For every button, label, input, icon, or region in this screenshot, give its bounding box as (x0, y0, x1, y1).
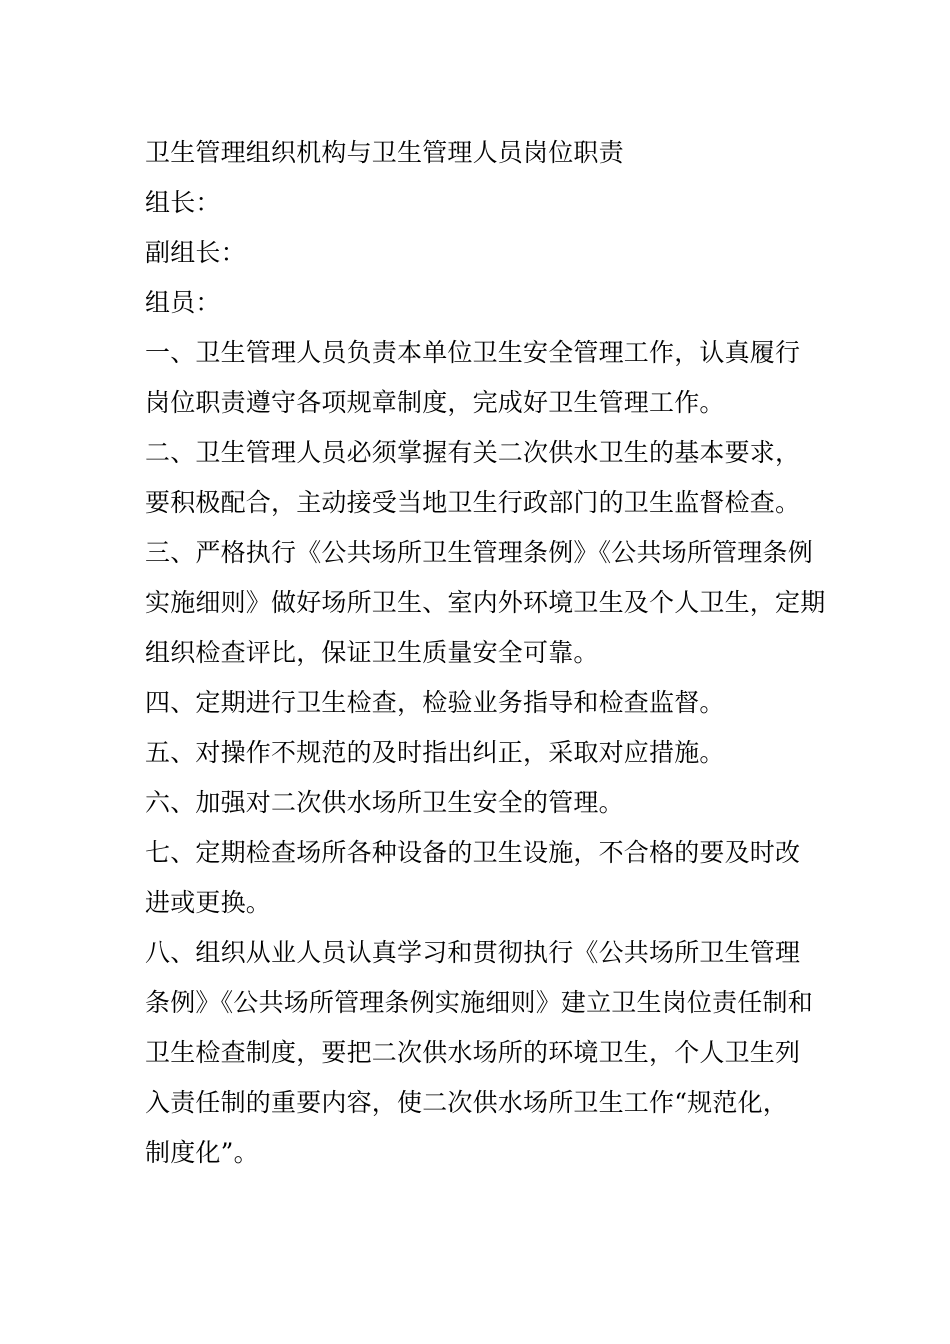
duty-item-line: 条例》《公共场所管理条例实施细则》建立卫生岗位责任制和 (145, 988, 813, 1017)
duty-item-line: 八、组织从业人员认真学习和贯彻执行《公共场所卫生管理 (145, 938, 801, 967)
duty-item-1 (145, 328, 810, 428)
deputy-leader-label: 副组长： (145, 238, 246, 267)
duty-item-line: 三、严格执行《公共场所卫生管理条例》《公共场所管理条例 (145, 538, 813, 567)
duty-item-line: 进或更换。 (145, 888, 272, 917)
duty-item-4 (145, 678, 810, 728)
duty-item-3 (145, 528, 826, 678)
duty-item-8 (145, 928, 813, 1178)
document-body (145, 128, 826, 1178)
duty-item-line: 要积极配合，主动接受当地卫生行政部门的卫生监督检查。 (145, 488, 801, 517)
duty-item-line: 入责任制的重要内容，使二次供水场所卫生工作“规范化， (145, 1088, 788, 1117)
duty-item-line: 实施细则》做好场所卫生、室内外环境卫生及个人卫生，定期 (145, 588, 826, 617)
duty-item-line: 岗位职责遵守各项规章制度，完成好卫生管理工作。 (145, 388, 725, 417)
duty-item-line: 制度化”。 (145, 1138, 259, 1167)
duty-item-line: 卫生检查制度，要把二次供水场所的环境卫生，个人卫生列 (145, 1038, 801, 1067)
document-title: 卫生管理组织机构与卫生管理人员岗位职责 (145, 138, 624, 167)
duty-item-line: 组织检查评比，保证卫生质量安全可靠。 (145, 638, 599, 667)
duty-item-line: 五、对操作不规范的及时指出纠正，采取对应措施。 (145, 738, 725, 767)
duty-item-2 (145, 428, 810, 528)
duty-item-5 (145, 728, 810, 778)
duty-item-7 (145, 828, 810, 928)
duty-item-line: 四、定期进行卫生检查，检验业务指导和检查监督。 (145, 688, 725, 717)
duty-item-line: 一、卫生管理人员负责本单位卫生安全管理工作，认真履行 (145, 338, 801, 367)
duty-item-line: 二、卫生管理人员必须掌握有关二次供水卫生的基本要求， (145, 438, 801, 467)
duty-item-line: 七、定期检查场所各种设备的卫生设施，不合格的要及时改 (145, 838, 801, 867)
leader-label: 组长： (145, 188, 221, 217)
members-label: 组员： (145, 288, 221, 317)
duty-item-line: 六、加强对二次供水场所卫生安全的管理。 (145, 788, 624, 817)
duty-item-6 (145, 778, 810, 828)
